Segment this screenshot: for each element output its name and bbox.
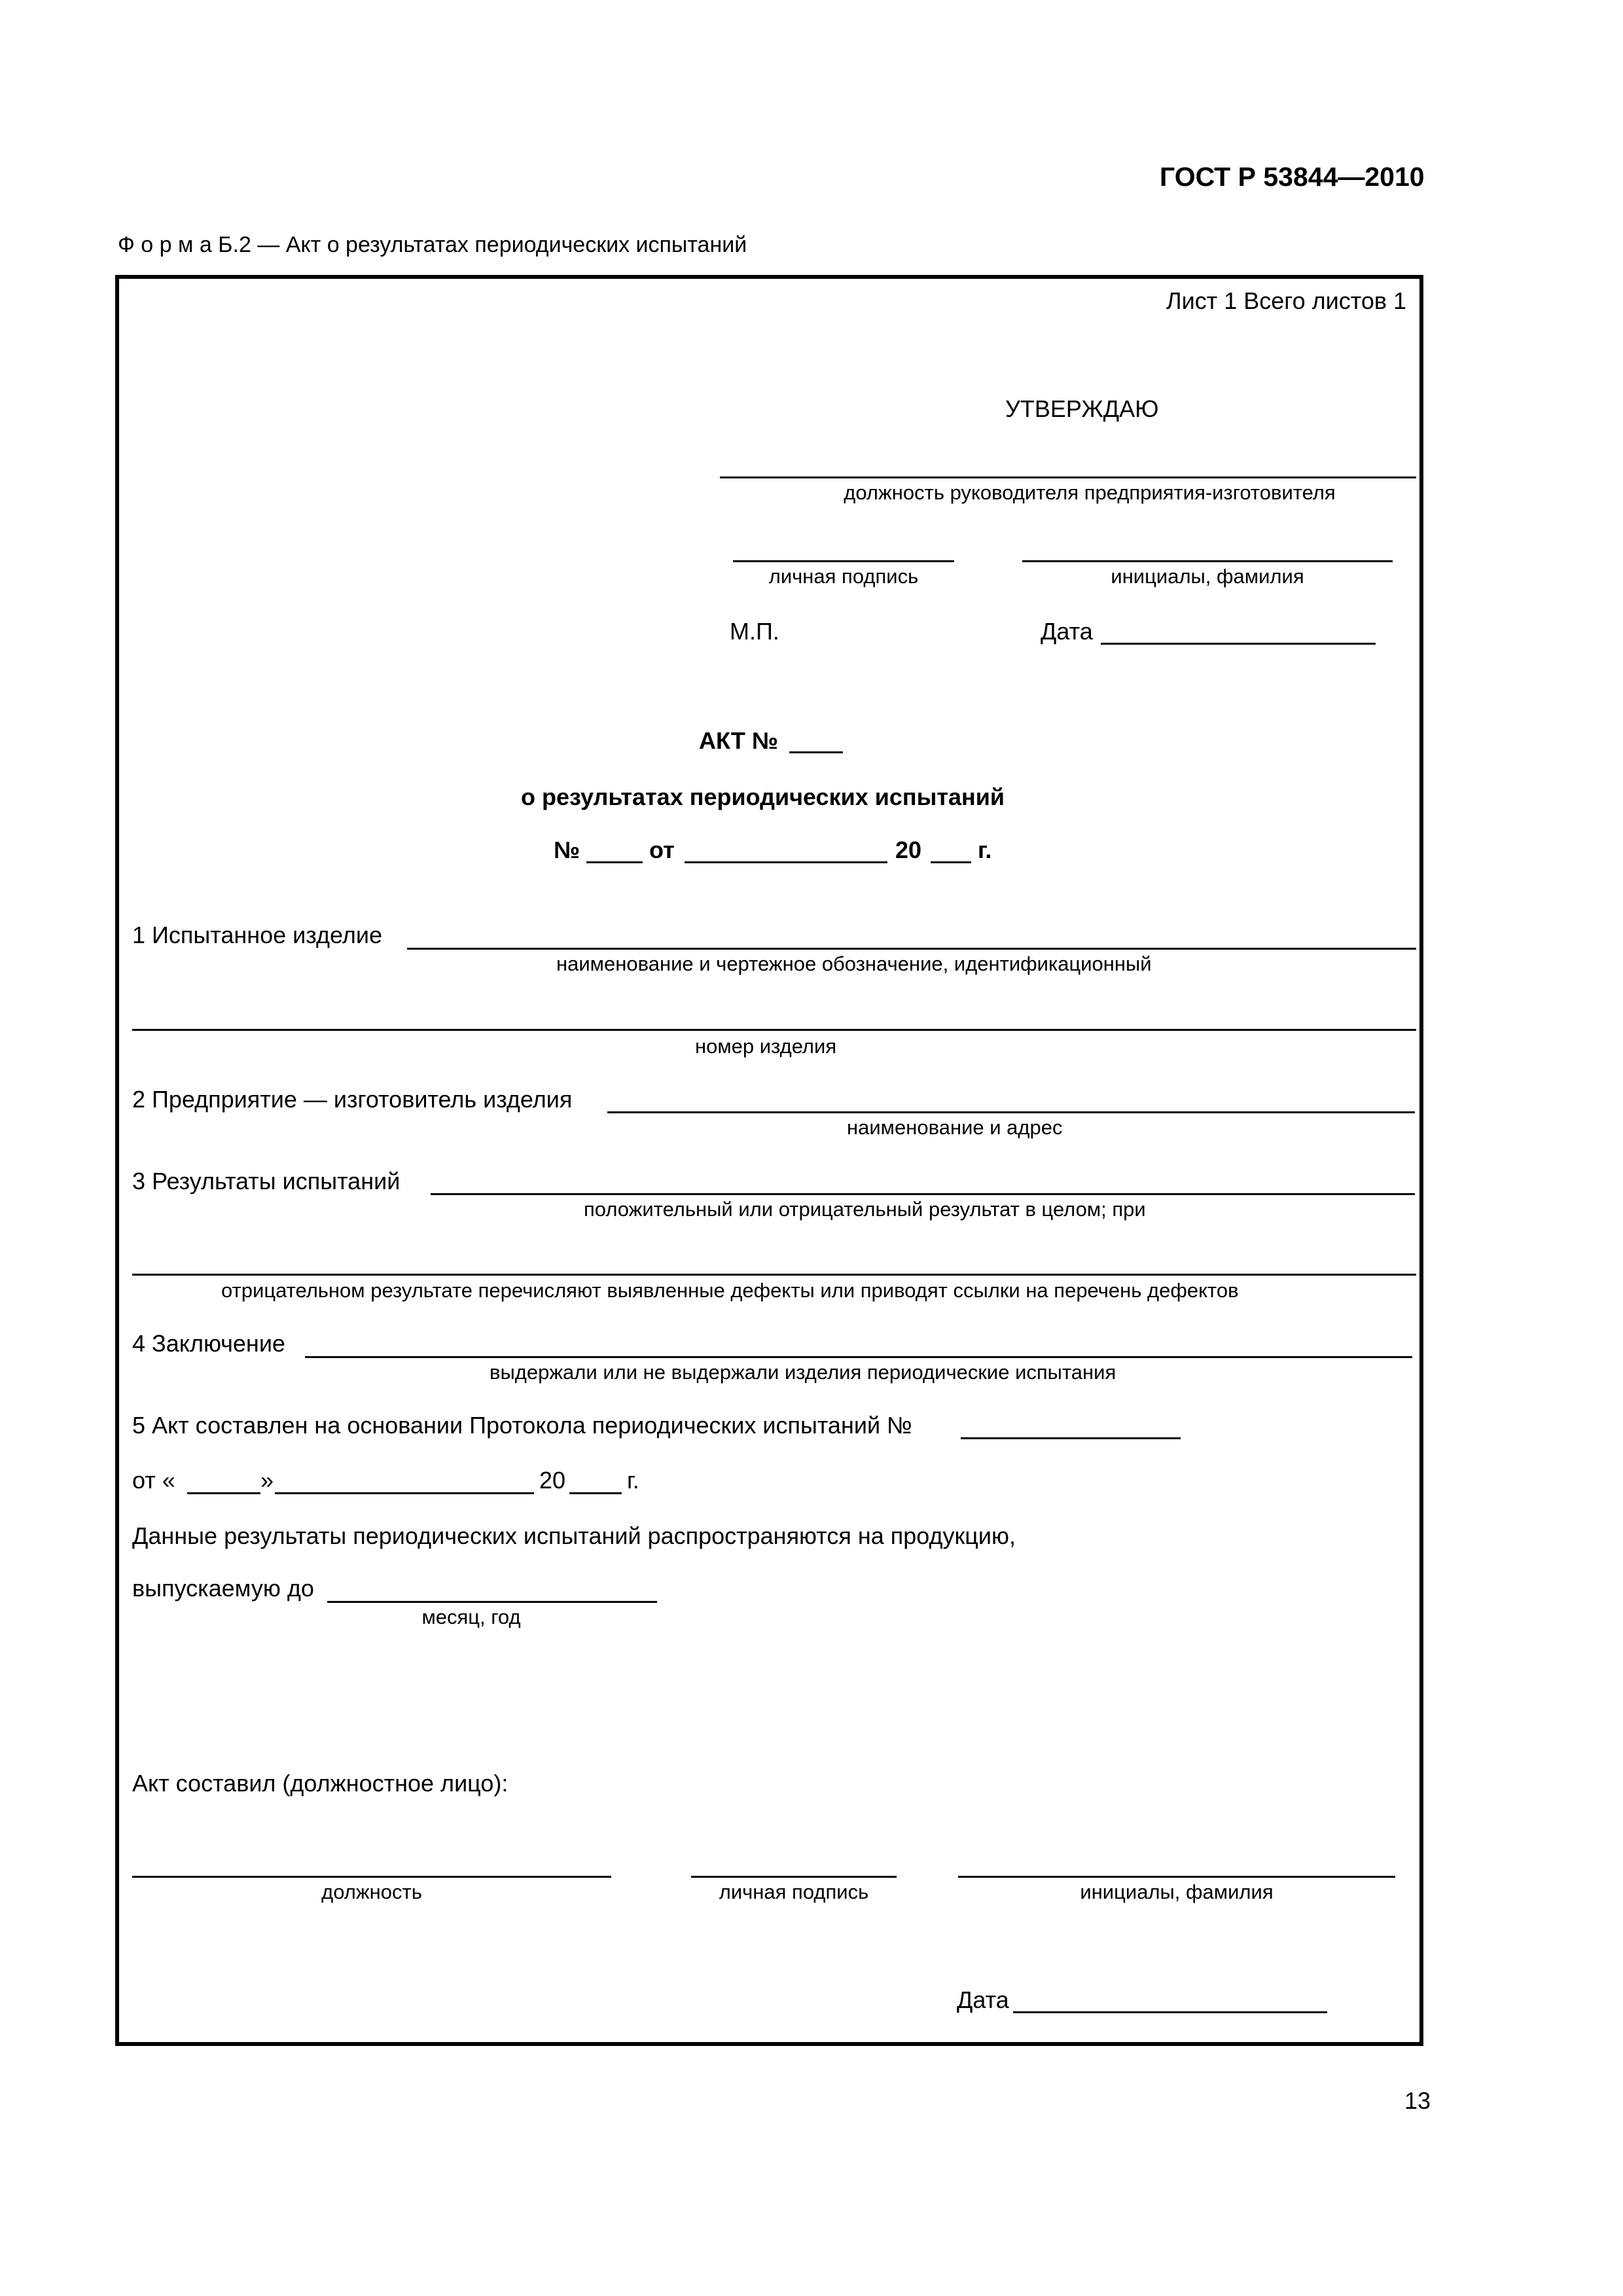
item3-line: [431, 1193, 1415, 1195]
item5-label: 5 Акт составлен на основании Протокола периодических испытаний №: [132, 1412, 912, 1439]
stamp-label: М.П.: [730, 618, 779, 645]
act-year-prefix: 20: [895, 836, 922, 863]
item5-day-line: [187, 1492, 260, 1494]
item5-year: 20: [539, 1467, 566, 1494]
item2-caption: наименование и адрес: [847, 1116, 1063, 1139]
approval-signature-line: [733, 560, 954, 562]
item4-line: [305, 1356, 1412, 1358]
act-number-blank: [586, 861, 643, 863]
sheet-info: Лист 1 Всего листов 1: [1166, 287, 1407, 314]
item3-label: 3 Результаты испытаний: [132, 1168, 401, 1194]
act-date-blank: [685, 861, 887, 863]
approval-name-line: [1022, 560, 1393, 562]
item1-label: 1 Испытанное изделие: [132, 922, 382, 948]
approval-title: УТВЕРЖДАЮ: [1005, 395, 1159, 422]
signoff-date-line: [1013, 2011, 1327, 2013]
signoff-name-line: [958, 1876, 1395, 1878]
item2-label: 2 Предприятие — изготовитель изделия: [132, 1086, 573, 1113]
spread-text: Данные результаты периодических испытаний распространяются на продукцию,: [132, 1522, 1016, 1549]
act-number-line: [789, 751, 843, 753]
act-year-blank: [931, 861, 971, 863]
act-from-word: от: [649, 836, 675, 863]
released-caption: месяц, год: [421, 1605, 521, 1628]
item5-from: от «: [132, 1467, 175, 1494]
compiled-label: Акт составил (должностное лицо):: [132, 1770, 508, 1797]
act-year-suffix: г.: [978, 836, 992, 863]
item3-caption-b: отрицательном результате перечисляют выявленные дефекты или приводят ссылки на перечень дефектов: [221, 1279, 1239, 1302]
item2-line: [607, 1111, 1415, 1113]
approval-date-label: Дата: [1041, 618, 1093, 645]
item5-quote-close: »: [260, 1467, 274, 1494]
item5-month-line: [275, 1492, 534, 1494]
released-line: [327, 1601, 657, 1603]
page-number: 13: [1404, 2087, 1431, 2114]
item1-line: [407, 948, 1416, 950]
signoff-position-line: [132, 1876, 611, 1878]
released-label: выпускаемую до: [132, 1575, 314, 1602]
act-number-prefix: №: [554, 836, 580, 863]
signoff-signature-caption: личная подпись: [719, 1880, 869, 1903]
item3-line-2: [132, 1274, 1416, 1276]
item4-caption: выдержали или не выдержали изделия периодические испытания: [490, 1361, 1116, 1384]
item3-caption-a: положительный или отрицательный результат в целом; при: [584, 1198, 1146, 1221]
item1-caption-a: наименование и чертежное обозначение, идентификационный: [556, 952, 1152, 975]
approval-date-line: [1101, 643, 1376, 645]
item1-line-2: [132, 1029, 1416, 1031]
item4-label: 4 Заключение: [132, 1330, 285, 1357]
item5-year-line: [569, 1492, 622, 1494]
act-title: АКТ №: [699, 727, 778, 754]
approval-position-caption: должность руководителя предприятия-изготовителя: [844, 481, 1336, 504]
approval-position-line: [720, 476, 1416, 478]
form-caption: Ф о р м а Б.2 — Акт о результатах периодических испытаний: [118, 232, 747, 257]
signoff-date-label: Дата: [957, 1986, 1009, 2013]
signoff-name-caption: инициалы, фамилия: [1080, 1880, 1274, 1903]
signoff-position-caption: должность: [321, 1880, 422, 1903]
item1-caption-b: номер изделия: [695, 1035, 837, 1058]
item5-g: г.: [627, 1467, 639, 1494]
item5-protocol-line: [961, 1437, 1181, 1439]
approval-signature-caption: личная подпись: [768, 565, 919, 588]
signoff-signature-line: [691, 1876, 897, 1878]
standard-code: ГОСТ Р 53844—2010: [1160, 162, 1425, 192]
act-subtitle: о результатах периодических испытаний: [521, 783, 1005, 810]
approval-name-caption: инициалы, фамилия: [1111, 565, 1304, 588]
